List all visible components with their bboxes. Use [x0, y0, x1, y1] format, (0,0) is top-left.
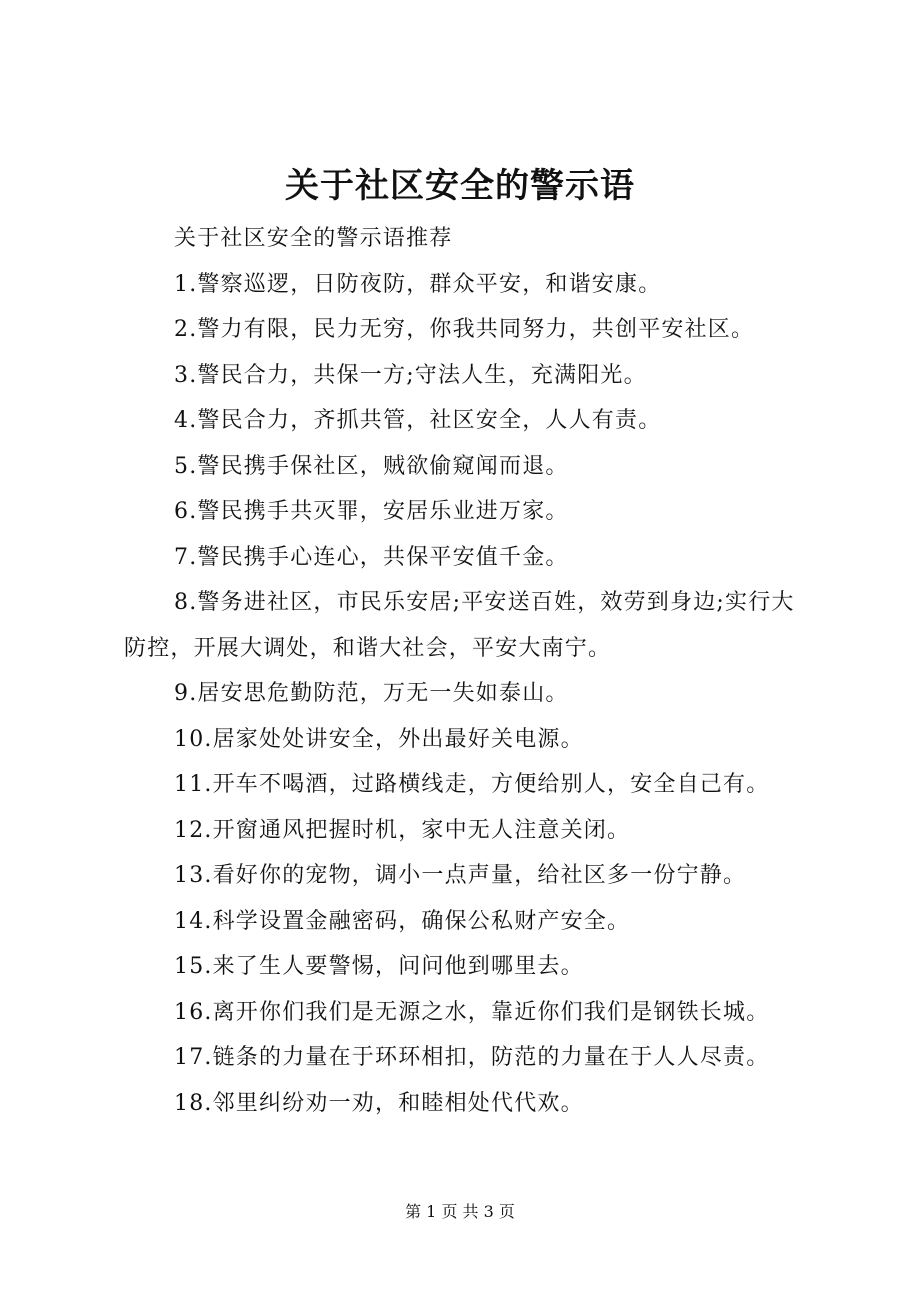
slogan-item-16: 16.离开你们我们是无源之水，靠近你们我们是钢铁长城。	[174, 999, 770, 1025]
slogan-item-2: 2.警力有限，民力无穷，你我共同努力，共创平安社区。	[174, 317, 755, 342]
slogan-item-14: 14.科学设置金融密码，确保公私财产安全。	[174, 908, 631, 934]
slogan-item-7: 7.警民携手心连心，共保平安值千金。	[174, 544, 569, 570]
slogan-item-13: 13.看好你的宠物，调小一点声量，给社区多一份宁静。	[174, 863, 747, 888]
page-footer: 第 1 页 共 3 页	[405, 1202, 515, 1221]
slogan-item-11: 11.开车不喝酒，过路横线走，方便给别人，安全自己有。	[174, 772, 770, 797]
slogan-item-6: 6.警民携手共灭罪，安居乐业进万家。	[174, 499, 569, 524]
paragraph-subtitle: 关于社区安全的警示语推荐	[174, 226, 453, 251]
slogan-item-9: 9.居安思危勤防范，万无一失如泰山。	[174, 681, 569, 706]
slogan-item-17: 17.链条的力量在于环环相扣，防范的力量在于人人尽责。	[174, 1045, 770, 1070]
document-body	[124, 216, 814, 1126]
slogan-item-12: 12.开窗通风把握时机，家中无人注意关闭。	[174, 817, 631, 843]
slogan-item-4: 4.警民合力，齐抓共管，社区安全，人人有责。	[174, 408, 662, 433]
slogan-item-3: 3.警民合力，共保一方;守法人生，充满阳光。	[174, 362, 647, 388]
slogan-item-10: 10.居家处处讲安全，外出最好关电源。	[174, 726, 584, 752]
slogan-item-18: 18.邻里纠纷劝一劝，和睦相处代代欢。	[174, 1090, 584, 1116]
document-title: 关于社区安全的警示语	[285, 166, 635, 206]
slogan-item-8: 8.警务进社区，市民乐安居;平安送百姓，效劳到身边;实行大防控，开展大调处，和谐大社会，平安大南宁。	[124, 590, 795, 661]
slogan-item-15: 15.来了生人要警惕，问问他到哪里去。	[174, 954, 584, 979]
slogan-item-1: 1.警察巡逻，日防夜防，群众平安，和谐安康。	[174, 271, 662, 297]
slogan-item-5: 5.警民携手保社区，贼欲偷窥闻而退。	[174, 453, 569, 479]
